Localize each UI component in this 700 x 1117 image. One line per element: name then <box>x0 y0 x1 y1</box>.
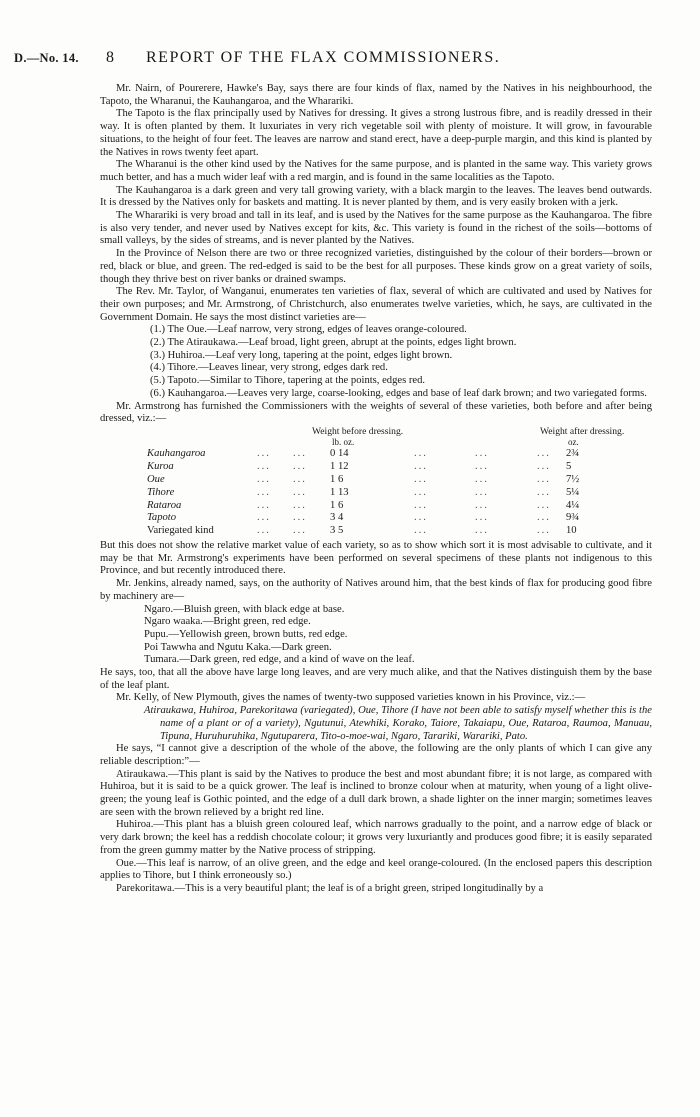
leader-dots: ... <box>537 447 551 459</box>
weight-before: 1 6 <box>330 473 344 485</box>
weight-after: 4¼ <box>566 499 580 511</box>
running-title: REPORT OF THE FLAX COMMISSIONERS. <box>146 49 501 66</box>
leader-dots: ... <box>414 486 428 498</box>
weight-before: 1 13 <box>330 486 349 498</box>
paragraph-leaf-base: He says, too, that all the above have large long leaves, and are very much alike, and that the Natives distinguish them by the base of the leaf plant. <box>100 667 652 691</box>
table-row <box>100 500 652 512</box>
variety-item: (6.) Kauhangaroa.—Leaves very large, coarse-looking, edges and base of leaf dark brown; and two variegated forms. <box>150 387 647 399</box>
variety-name: Rataroa <box>147 499 182 511</box>
jenkins-kind-item: Tumara.—Dark green, red edge, and a kind of wave on the leaf. <box>144 654 415 666</box>
page-header <box>14 49 680 72</box>
paragraph-nairn: Mr. Nairn, of Pourerere, Hawke's Bay, says there are four kinds of flax, named by the Natives in his neighbourhood, the Tapoto, the Wharanui, the Kauhangaroa, and the Wharariki. <box>100 83 652 107</box>
jenkins-kind-item: Pupu.—Yellowish green, brown butts, red edge. <box>144 628 348 640</box>
leader-dots: ... <box>293 460 307 472</box>
weight-before: 1 6 <box>330 499 344 511</box>
leader-dots: ... <box>475 447 489 459</box>
table-row <box>100 512 652 524</box>
paragraph-kelly-quote: He says, “I cannot give a description of the whole of the above, the following are the only plants of which I can give any reliable description:”— <box>100 743 652 767</box>
paragraph-armstrong-weights: Mr. Armstrong has furnished the Commissioners with the weights of several of these varieties, both before and after being dressed, viz.:— <box>100 400 652 425</box>
leader-dots: ... <box>537 525 551 537</box>
jenkins-kind-item: Poi Tawwha and Ngutu Kaka.—Dark green. <box>144 641 332 653</box>
table-row <box>100 525 652 537</box>
paragraph-kauhangaroa: The Kauhangaroa is a dark green and very tall growing variety, with a black margin to the leaves. The leaves bend outwards. It is dressed by the Natives only for baskets and matting. It is never planted by them, and is very easily broken with a jerk. <box>100 184 652 209</box>
table-row <box>100 487 652 499</box>
column-header-before: Weight before dressing. <box>312 425 404 437</box>
variety-name: Tihore <box>147 486 175 498</box>
leader-dots: ... <box>257 460 271 472</box>
leader-dots: ... <box>414 512 428 524</box>
table-row <box>100 474 652 486</box>
paragraph-huhiroa: Huhiroa.—This plant has a bluish green coloured leaf, which narrows gradually to the point, and a narrow edge of black or very dark brown; the keel has a reddish chocolate colour; it grows very luxuriantly and produces good fibre; it is easily separated from the green gummy matter by the Native process of stripping. <box>100 819 652 856</box>
weight-before: 1 12 <box>330 460 349 472</box>
leader-dots: ... <box>537 486 551 498</box>
paragraph-tapoto: The Tapoto is the flax principally used by Natives for dressing. It gives a strong lustrous fibre, and is readily dressed in their way. It is often planted by them. It luxuriates in very rich vegetable soil with plenty of moisture. It will grow, in favourable situations, to the height of four feet. The leaves are narrow and stand erect, have a deep-purple margin, and this kind is planted by the Natives in rows twenty feet apart. <box>100 108 652 158</box>
weight-after: 5 <box>566 460 572 472</box>
leader-dots: ... <box>293 486 307 498</box>
weight-after: 5¼ <box>566 486 580 498</box>
paragraph-jenkins: Mr. Jenkins, already named, says, on the authority of Natives around him, that the best kinds of flax for producing good fibre by machinery are— <box>100 578 652 602</box>
jenkins-kinds-list <box>144 604 652 668</box>
weight-before: 0 14 <box>330 447 349 459</box>
variety-item: (3.) Huhiroa.—Leaf very long, tapering at the point, edges light brown. <box>150 349 453 361</box>
variety-item: (2.) The Atiraukawa.—Leaf broad, light green, abrupt at the points, edges light brown. <box>150 337 517 349</box>
variety-name: Variegated kind <box>147 525 214 537</box>
leader-dots: ... <box>414 473 428 485</box>
variety-item: (1.) The Oue.—Leaf narrow, very strong, edges of leaves orange-coloured. <box>150 324 467 336</box>
leader-dots: ... <box>475 460 489 472</box>
unit-before: lb. oz. <box>332 436 355 447</box>
leader-dots: ... <box>293 473 307 485</box>
paragraph-market-value: But this does not show the relative market value of each variety, so as to show which sort it is most advisable to cultivate, and it may be that Mr. Armstrong's experiments have been performed on several specimens of these plants not indigenous to this Province, and but recently introduced there. <box>100 539 652 577</box>
weight-before: 3 4 <box>330 512 344 524</box>
leader-dots: ... <box>414 499 428 511</box>
unit-after: oz. <box>568 436 579 447</box>
leader-dots: ... <box>475 499 489 511</box>
leader-dots: ... <box>257 473 271 485</box>
leader-dots: ... <box>293 447 307 459</box>
paragraph-taylor: The Rev. Mr. Taylor, of Wanganui, enumerates ten varieties of flax, several of which are cultivated and used by Natives for their own purposes; and Mr. Armstrong, of Christchurch, also enumerates twelve varieties, which, he says, are cultivated in the Government Domain. He says the most distinct varieties are— <box>100 286 652 323</box>
leader-dots: ... <box>537 499 551 511</box>
leader-dots: ... <box>475 473 489 485</box>
paragraph-parekoritawa: Parekoritawa.—This is a very beautiful plant; the leaf is of a bright green, striped longitudinally by a <box>116 882 544 894</box>
variety-name: Kauhangaroa <box>147 447 206 459</box>
table-row <box>100 461 652 473</box>
leader-dots: ... <box>414 525 428 537</box>
variety-name: Kuroa <box>147 460 174 472</box>
kelly-variety-names: Atiraukawa, Huhiroa, Parekoritawa (variegated), Oue, Tihore (I have not been able to satisfy myself whether this is the name of a plant or of a variety), Ngutunui, Atewhiki, Korako, Taiore, Takaiapu, Oue, Rataroa, Raumoa, Manuau, Tipuna, Huruhuruhika, Ngutuparera, Tito-o-moe-wai, Ngaro, Tarariki, Warariki, Pato. <box>144 705 652 742</box>
weight-after: 7½ <box>566 473 580 485</box>
leader-dots: ... <box>537 473 551 485</box>
leader-dots: ... <box>257 525 271 537</box>
leader-dots: ... <box>257 486 271 498</box>
paragraph-wharanui: The Wharanui is the other kind used by the Natives for the same purpose, and is planted in the same way. This variety grows much better, and has a much wider leaf with a red margin, and is found in the same localities as the Tapoto. <box>100 159 652 183</box>
leader-dots: ... <box>475 512 489 524</box>
variety-name: Tapoto <box>147 512 177 524</box>
paragraph-atiraukawa: Atiraukawa.—This plant is said by the Natives to produce the best and most abundant fibre; it is not large, as compared with Huhiroa, but it is said to be a quick grower. The leaf is inclined to bronze colour when at maturity, when young of a light olive-green; the young leaf is Gothic pointed, and the edge of a dull dark brown, a shade lighter on the inner margin; sometimes leaves are seen with the brown relieved by a bright red line. <box>100 768 652 818</box>
variety-name: Oue <box>147 473 165 485</box>
weight-after: 2¾ <box>566 447 580 459</box>
variety-item: (4.) Tihore.—Leaves linear, very strong, edges dark red. <box>150 362 388 374</box>
leader-dots: ... <box>257 512 271 524</box>
variety-list <box>150 324 652 400</box>
leader-dots: ... <box>257 499 271 511</box>
leader-dots: ... <box>293 499 307 511</box>
leader-dots: ... <box>293 525 307 537</box>
leader-dots: ... <box>475 525 489 537</box>
paragraph-kelly: Mr. Kelly, of New Plymouth, gives the names of twenty-two supposed varieties known in his Province, viz.:— <box>116 692 586 704</box>
table-row <box>100 448 652 460</box>
jenkins-kind-item: Ngaro.—Bluish green, with black edge at base. <box>144 603 345 615</box>
page-number: 8 <box>106 49 114 66</box>
leader-dots: ... <box>414 447 428 459</box>
weights-table <box>100 426 652 540</box>
leader-dots: ... <box>257 447 271 459</box>
leader-dots: ... <box>293 512 307 524</box>
document-reference: D.—No. 14. <box>14 51 79 65</box>
body-text <box>100 83 652 896</box>
paragraph-wharariki: The Wharariki is very broad and tall in its leaf, and is used by the Natives for the same purpose as the Kauhangaroa. The fibre is also very tender, and never used by Natives except for kits, &c. This variety is found in the richest of the soils—bottoms of small valleys, by the sides of streams, and is never planted by the Natives. <box>100 210 652 247</box>
leader-dots: ... <box>475 486 489 498</box>
paragraph-nelson: In the Province of Nelson there are two or three recognized varieties, distinguished by the colour of their borders—brown or red, black or blue, and green. The red-edged is said to be the best for all purposes. These kinds grow on a great variety of soils, though they thrive best on river banks or drained swamps. <box>100 248 652 285</box>
leader-dots: ... <box>414 460 428 472</box>
weight-after: 9¾ <box>566 512 580 524</box>
leader-dots: ... <box>537 512 551 524</box>
leader-dots: ... <box>537 460 551 472</box>
weight-after: 10 <box>566 525 577 537</box>
paragraph-oue: Oue.—This leaf is narrow, of an olive green, and the edge and keel orange-coloured. (In the enclosed papers this description applies to Tihore, but I think erroneously so.) <box>100 857 652 882</box>
jenkins-kind-item: Ngaro waaka.—Bright green, red edge. <box>144 616 311 628</box>
weight-before: 3 5 <box>330 525 344 537</box>
variety-item: (5.) Tapoto.—Similar to Tihore, tapering at the points, edges red. <box>150 375 426 387</box>
column-header-after: Weight after dressing. <box>540 425 625 437</box>
